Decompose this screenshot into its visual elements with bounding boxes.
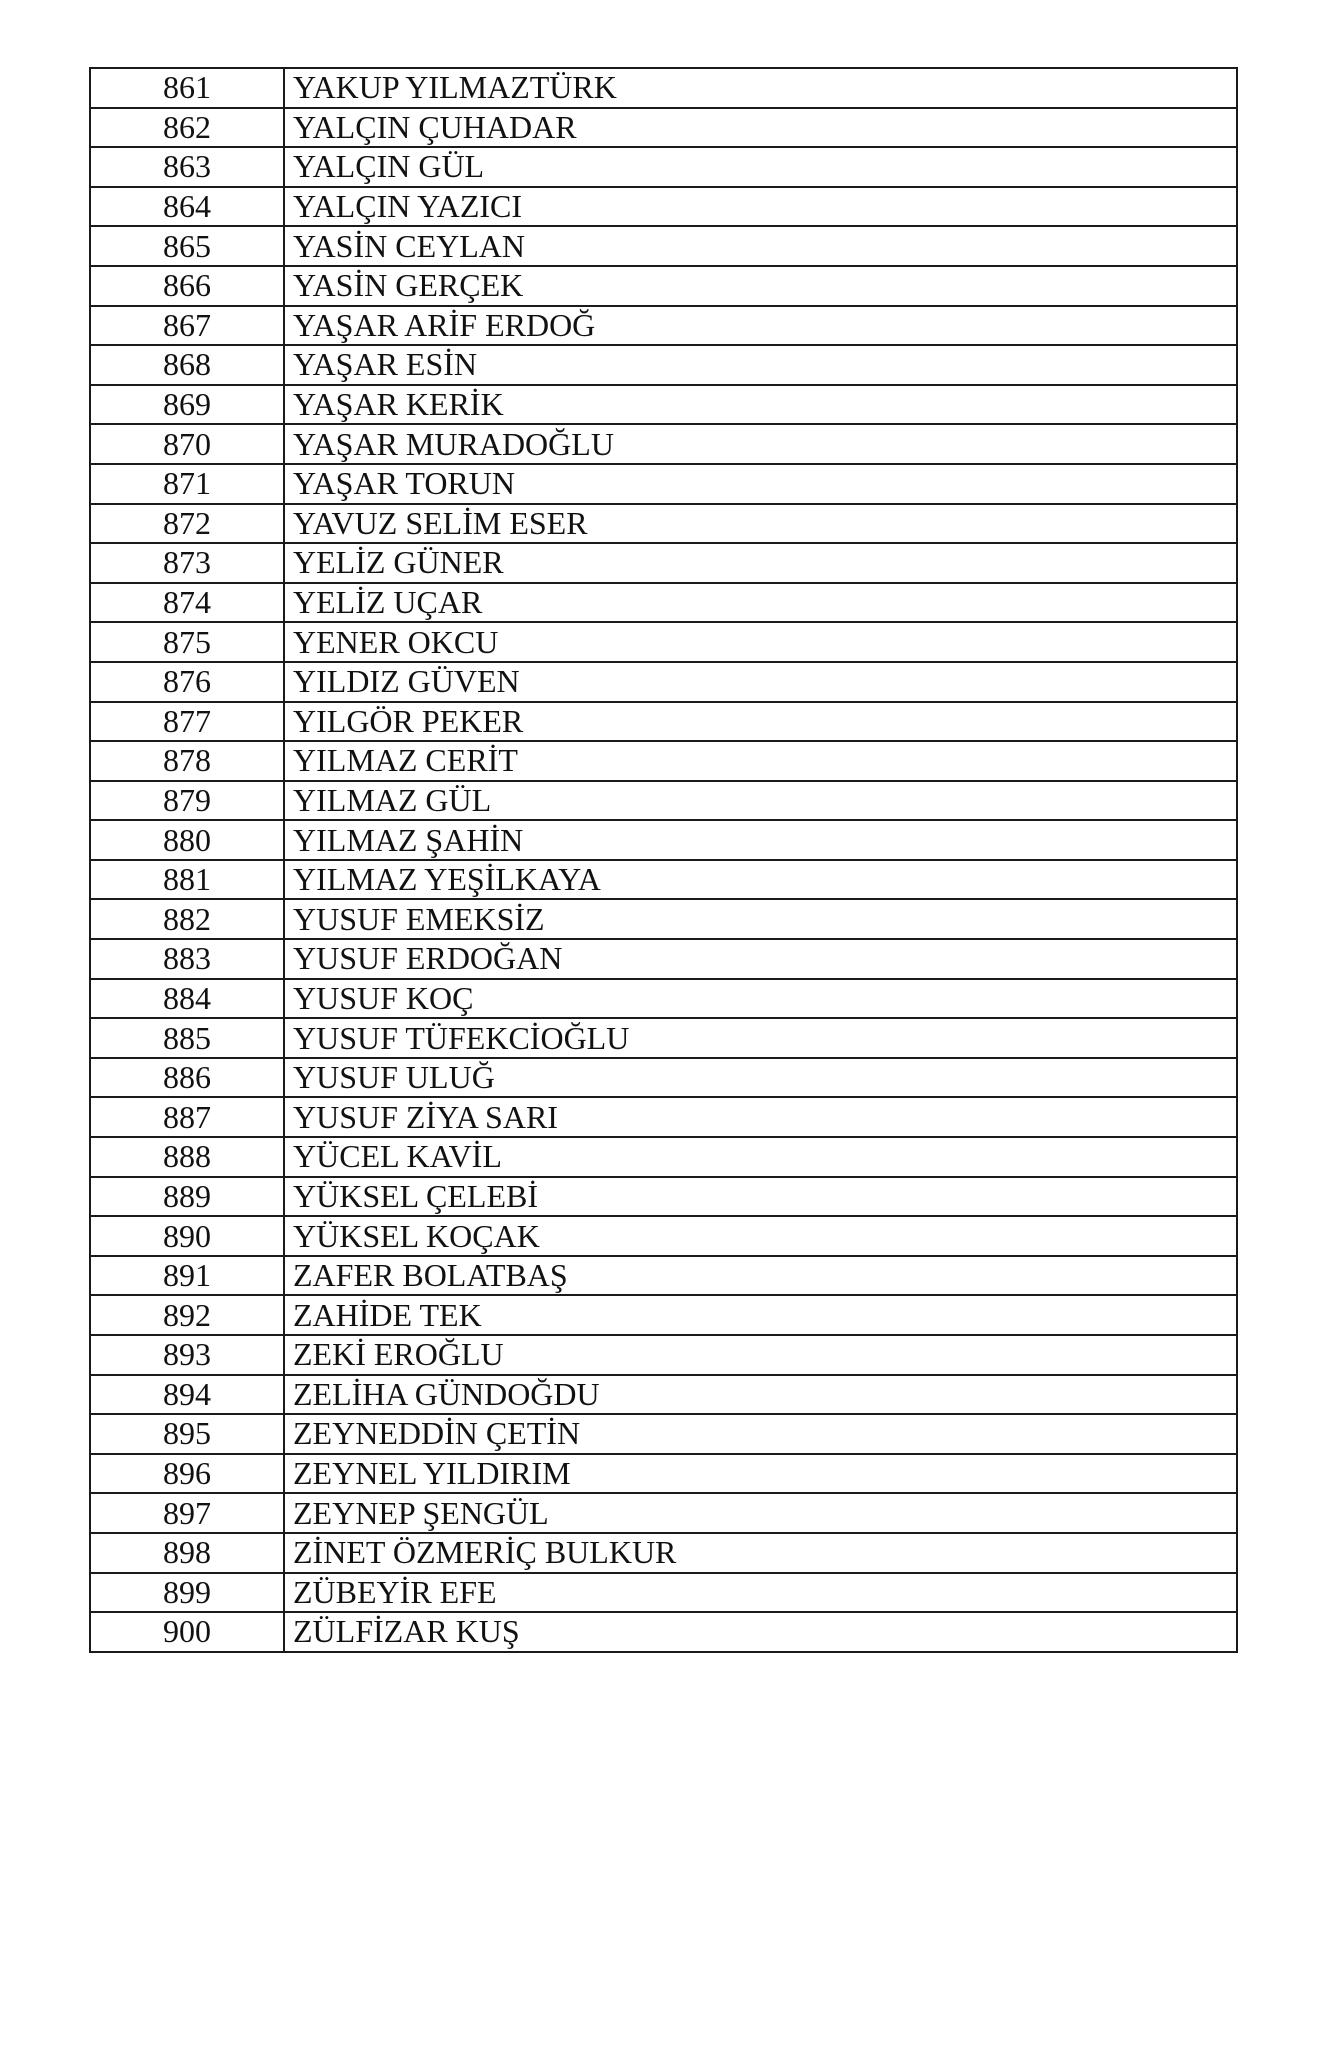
table-row bbox=[90, 464, 1237, 504]
person-name-cell: YALÇIN ÇUHADAR bbox=[284, 108, 1237, 148]
table-row bbox=[90, 583, 1237, 623]
row-number-cell: 898 bbox=[90, 1533, 284, 1573]
row-number-cell: 890 bbox=[90, 1216, 284, 1256]
row-number-cell: 882 bbox=[90, 899, 284, 939]
table-row bbox=[90, 1216, 1237, 1256]
row-number-cell: 862 bbox=[90, 108, 284, 148]
table-row bbox=[90, 1573, 1237, 1613]
person-name-cell: YUSUF TÜFEKCİOĞLU bbox=[284, 1018, 1237, 1058]
table-row bbox=[90, 424, 1237, 464]
person-name-cell: YAŞAR ARİF ERDOĞ bbox=[284, 306, 1237, 346]
table-row bbox=[90, 1018, 1237, 1058]
row-number-cell: 875 bbox=[90, 622, 284, 662]
row-number-cell: 871 bbox=[90, 464, 284, 504]
table-row bbox=[90, 702, 1237, 742]
person-name-cell: YILMAZ CERİT bbox=[284, 741, 1237, 781]
person-name-cell: YAŞAR ESİN bbox=[284, 345, 1237, 385]
person-name-cell: YÜKSEL ÇELEBİ bbox=[284, 1177, 1237, 1217]
person-name-cell: YILMAZ GÜL bbox=[284, 781, 1237, 821]
table-row bbox=[90, 266, 1237, 306]
row-number-cell: 893 bbox=[90, 1335, 284, 1375]
person-name-cell: YILDIZ GÜVEN bbox=[284, 662, 1237, 702]
person-name-cell: YUSUF KOÇ bbox=[284, 979, 1237, 1019]
table-row bbox=[90, 979, 1237, 1019]
person-name-cell: ZELİHA GÜNDOĞDU bbox=[284, 1375, 1237, 1415]
row-number-cell: 867 bbox=[90, 306, 284, 346]
person-name-cell: YILGÖR PEKER bbox=[284, 702, 1237, 742]
person-name-cell: YAVUZ SELİM ESER bbox=[284, 504, 1237, 544]
row-number-cell: 888 bbox=[90, 1137, 284, 1177]
row-number-cell: 883 bbox=[90, 939, 284, 979]
table-row bbox=[90, 622, 1237, 662]
person-name-cell: YAŞAR TORUN bbox=[284, 464, 1237, 504]
table-row bbox=[90, 1137, 1237, 1177]
row-number-cell: 865 bbox=[90, 226, 284, 266]
row-number-cell: 877 bbox=[90, 702, 284, 742]
table-row bbox=[90, 1177, 1237, 1217]
table-row bbox=[90, 939, 1237, 979]
table-row bbox=[90, 899, 1237, 939]
row-number-cell: 881 bbox=[90, 860, 284, 900]
person-name-cell: ZEKİ EROĞLU bbox=[284, 1335, 1237, 1375]
row-number-cell: 869 bbox=[90, 385, 284, 425]
person-name-cell: YALÇIN GÜL bbox=[284, 147, 1237, 187]
row-number-cell: 861 bbox=[90, 68, 284, 108]
person-name-cell: YUSUF EMEKSİZ bbox=[284, 899, 1237, 939]
row-number-cell: 895 bbox=[90, 1414, 284, 1454]
person-name-cell: YUSUF ZİYA SARI bbox=[284, 1097, 1237, 1137]
row-number-cell: 897 bbox=[90, 1493, 284, 1533]
table-row bbox=[90, 345, 1237, 385]
row-number-cell: 876 bbox=[90, 662, 284, 702]
row-number-cell: 872 bbox=[90, 504, 284, 544]
table-row bbox=[90, 1335, 1237, 1375]
person-name-cell: YAŞAR MURADOĞLU bbox=[284, 424, 1237, 464]
row-number-cell: 889 bbox=[90, 1177, 284, 1217]
table-row bbox=[90, 781, 1237, 821]
row-number-cell: 878 bbox=[90, 741, 284, 781]
table-row bbox=[90, 662, 1237, 702]
row-number-cell: 899 bbox=[90, 1573, 284, 1613]
row-number-cell: 873 bbox=[90, 543, 284, 583]
person-name-cell: YASİN GERÇEK bbox=[284, 266, 1237, 306]
person-name-cell: YALÇIN YAZICI bbox=[284, 187, 1237, 227]
table-row bbox=[90, 1533, 1237, 1573]
table-row bbox=[90, 1414, 1237, 1454]
table-row bbox=[90, 1375, 1237, 1415]
table-row bbox=[90, 1097, 1237, 1137]
person-name-cell: ZÜBEYİR EFE bbox=[284, 1573, 1237, 1613]
person-name-cell: ZEYNEP ŞENGÜL bbox=[284, 1493, 1237, 1533]
row-number-cell: 868 bbox=[90, 345, 284, 385]
person-name-cell: ZAFER BOLATBAŞ bbox=[284, 1256, 1237, 1296]
table-row bbox=[90, 147, 1237, 187]
row-number-cell: 863 bbox=[90, 147, 284, 187]
row-number-cell: 892 bbox=[90, 1295, 284, 1335]
person-name-cell: YAŞAR KERİK bbox=[284, 385, 1237, 425]
person-name-cell: YILMAZ ŞAHİN bbox=[284, 820, 1237, 860]
table-row bbox=[90, 1256, 1237, 1296]
person-name-cell: ZEYNEDDİN ÇETİN bbox=[284, 1414, 1237, 1454]
row-number-cell: 896 bbox=[90, 1454, 284, 1494]
names-table-body bbox=[90, 68, 1237, 1652]
table-row bbox=[90, 385, 1237, 425]
table-row bbox=[90, 1295, 1237, 1335]
row-number-cell: 900 bbox=[90, 1612, 284, 1652]
row-number-cell: 866 bbox=[90, 266, 284, 306]
person-name-cell: ZÜLFİZAR KUŞ bbox=[284, 1612, 1237, 1652]
row-number-cell: 886 bbox=[90, 1058, 284, 1098]
table-row bbox=[90, 187, 1237, 227]
person-name-cell: YELİZ GÜNER bbox=[284, 543, 1237, 583]
table-row bbox=[90, 860, 1237, 900]
person-name-cell: YUSUF ERDOĞAN bbox=[284, 939, 1237, 979]
table-row bbox=[90, 1493, 1237, 1533]
person-name-cell: YAKUP YILMAZTÜRK bbox=[284, 68, 1237, 108]
table-row bbox=[90, 108, 1237, 148]
row-number-cell: 864 bbox=[90, 187, 284, 227]
person-name-cell: ZİNET ÖZMERİÇ BULKUR bbox=[284, 1533, 1237, 1573]
table-row bbox=[90, 226, 1237, 266]
person-name-cell: YELİZ UÇAR bbox=[284, 583, 1237, 623]
person-name-cell: ZAHİDE TEK bbox=[284, 1295, 1237, 1335]
table-row bbox=[90, 68, 1237, 108]
names-table bbox=[89, 67, 1238, 1653]
person-name-cell: YASİN CEYLAN bbox=[284, 226, 1237, 266]
person-name-cell: YENER OKCU bbox=[284, 622, 1237, 662]
person-name-cell: YÜCEL KAVİL bbox=[284, 1137, 1237, 1177]
row-number-cell: 880 bbox=[90, 820, 284, 860]
table-row bbox=[90, 1454, 1237, 1494]
table-row bbox=[90, 1058, 1237, 1098]
person-name-cell: YILMAZ YEŞİLKAYA bbox=[284, 860, 1237, 900]
row-number-cell: 885 bbox=[90, 1018, 284, 1058]
row-number-cell: 874 bbox=[90, 583, 284, 623]
row-number-cell: 879 bbox=[90, 781, 284, 821]
table-row bbox=[90, 820, 1237, 860]
table-row bbox=[90, 1612, 1237, 1652]
row-number-cell: 884 bbox=[90, 979, 284, 1019]
row-number-cell: 887 bbox=[90, 1097, 284, 1137]
person-name-cell: YUSUF ULUĞ bbox=[284, 1058, 1237, 1098]
table-row bbox=[90, 543, 1237, 583]
person-name-cell: ZEYNEL YILDIRIM bbox=[284, 1454, 1237, 1494]
row-number-cell: 891 bbox=[90, 1256, 284, 1296]
row-number-cell: 894 bbox=[90, 1375, 284, 1415]
table-row bbox=[90, 306, 1237, 346]
person-name-cell: YÜKSEL KOÇAK bbox=[284, 1216, 1237, 1256]
table-row bbox=[90, 504, 1237, 544]
table-row bbox=[90, 741, 1237, 781]
row-number-cell: 870 bbox=[90, 424, 284, 464]
